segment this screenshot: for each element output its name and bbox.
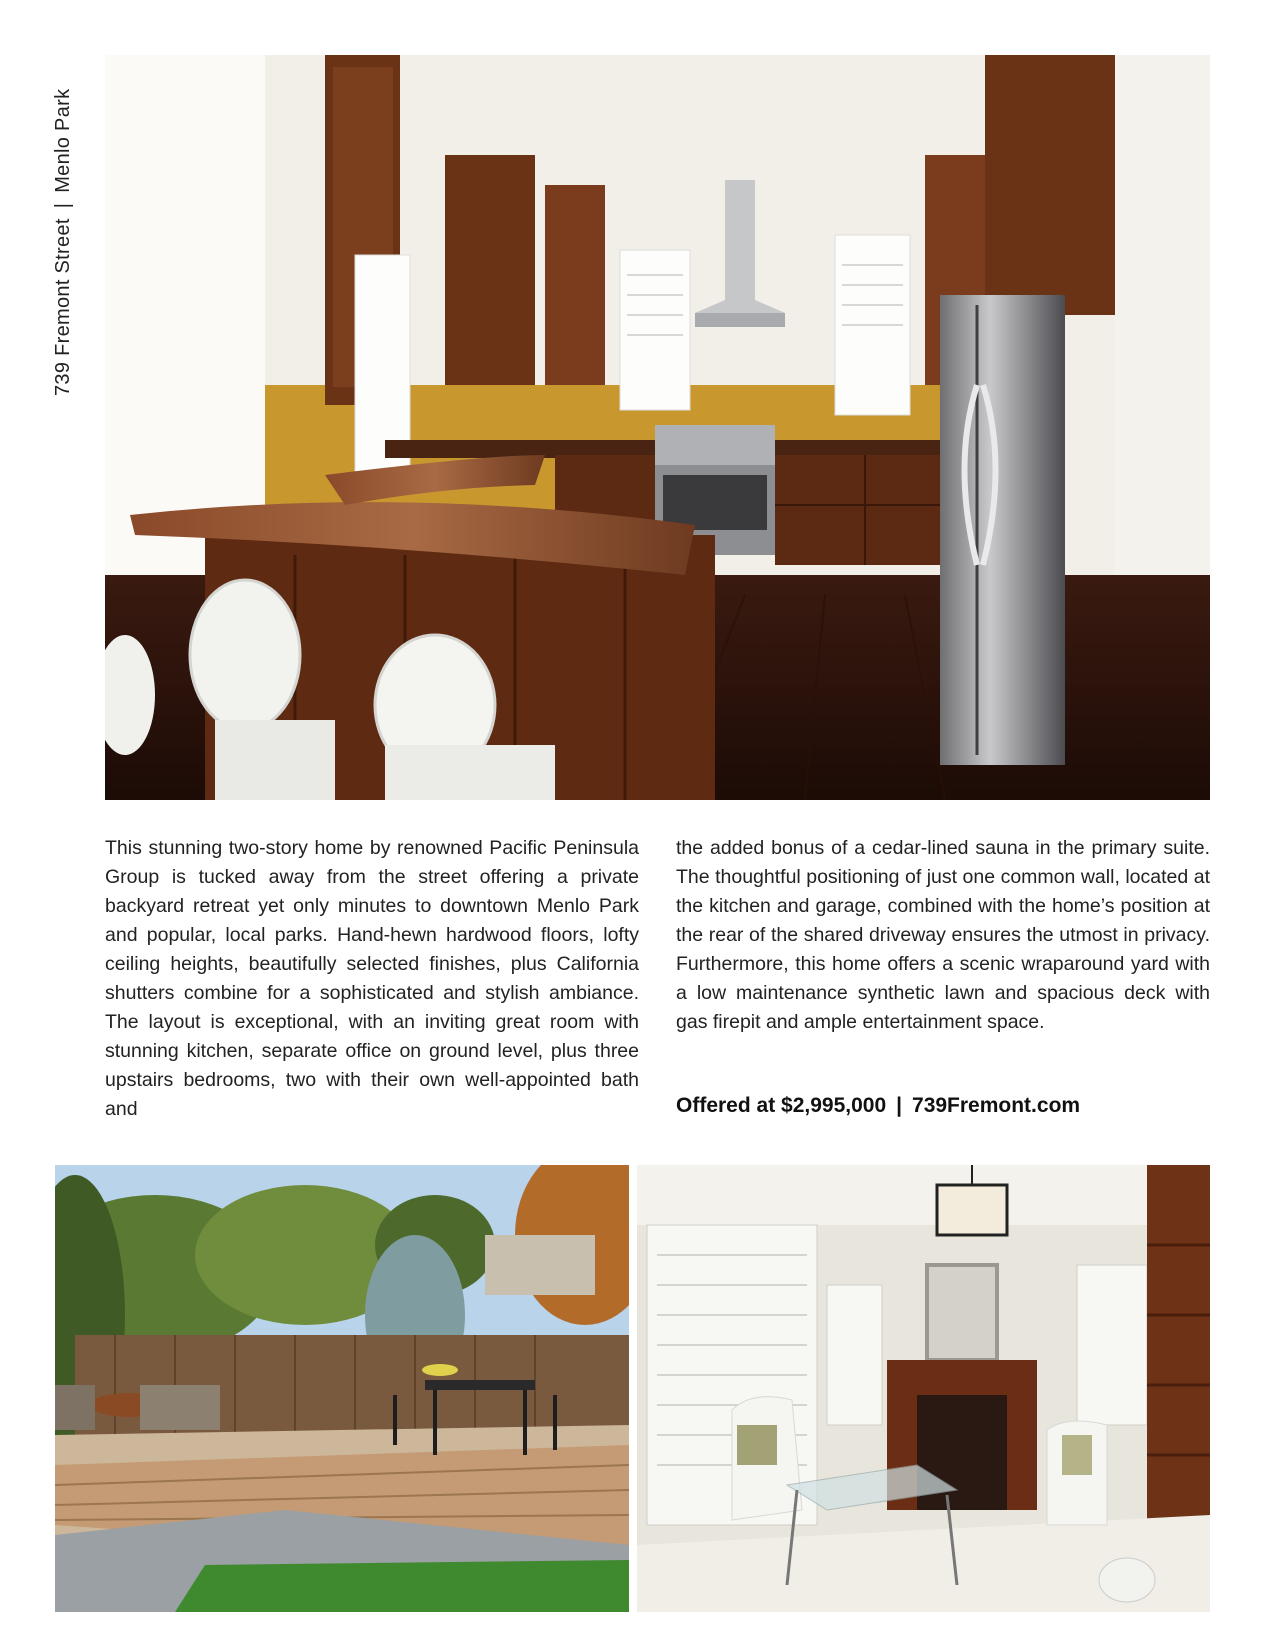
kitchen-illustration bbox=[105, 55, 1210, 800]
backyard-illustration bbox=[55, 1165, 629, 1612]
label-separator: | bbox=[52, 202, 74, 209]
offer-separator: | bbox=[896, 1094, 903, 1117]
street-name: 739 Fremont Street bbox=[52, 218, 74, 396]
offer-line bbox=[676, 1094, 1080, 1118]
office-illustration bbox=[637, 1165, 1210, 1612]
description-right-column: the added bonus of a cedar-lined sauna in the primary suite. The thoughtful positioning of just one common wall, located at the kitchen and garage, combined with the home’s position at the rear of the shared driveway ensures the utmost in privacy. Furthermore, this home offers a scenic wraparound yard with a low maintenance synthetic lawn and spacious deck with gas firepit and ample entertainment space. bbox=[676, 837, 1210, 1033]
description-left-column: This stunning two-story home by renowned Pacific Peninsula Group is tucked away from the street offering a private backyard retreat yet only minutes to downtown Menlo Park and popular, local parks. Hand-hewn hardwood floors, lofty ceiling heights, beautifully selected finishes, plus California shutters combine for a sophisticated and stylish ambiance. The layout is exceptional, with an inviting great room with stunning kitchen, separate office on ground level, plus three upstairs bedrooms, two with their own well-appointed bath and bbox=[105, 837, 639, 1120]
offer-price: Offered at $2,995,000 bbox=[676, 1094, 887, 1117]
city-name: Menlo Park bbox=[52, 88, 74, 193]
kitchen-photo bbox=[105, 55, 1210, 800]
side-address-label bbox=[52, 89, 75, 396]
office-photo bbox=[637, 1165, 1210, 1612]
offer-website: 739Fremont.com bbox=[912, 1094, 1081, 1117]
backyard-photo bbox=[55, 1165, 629, 1612]
